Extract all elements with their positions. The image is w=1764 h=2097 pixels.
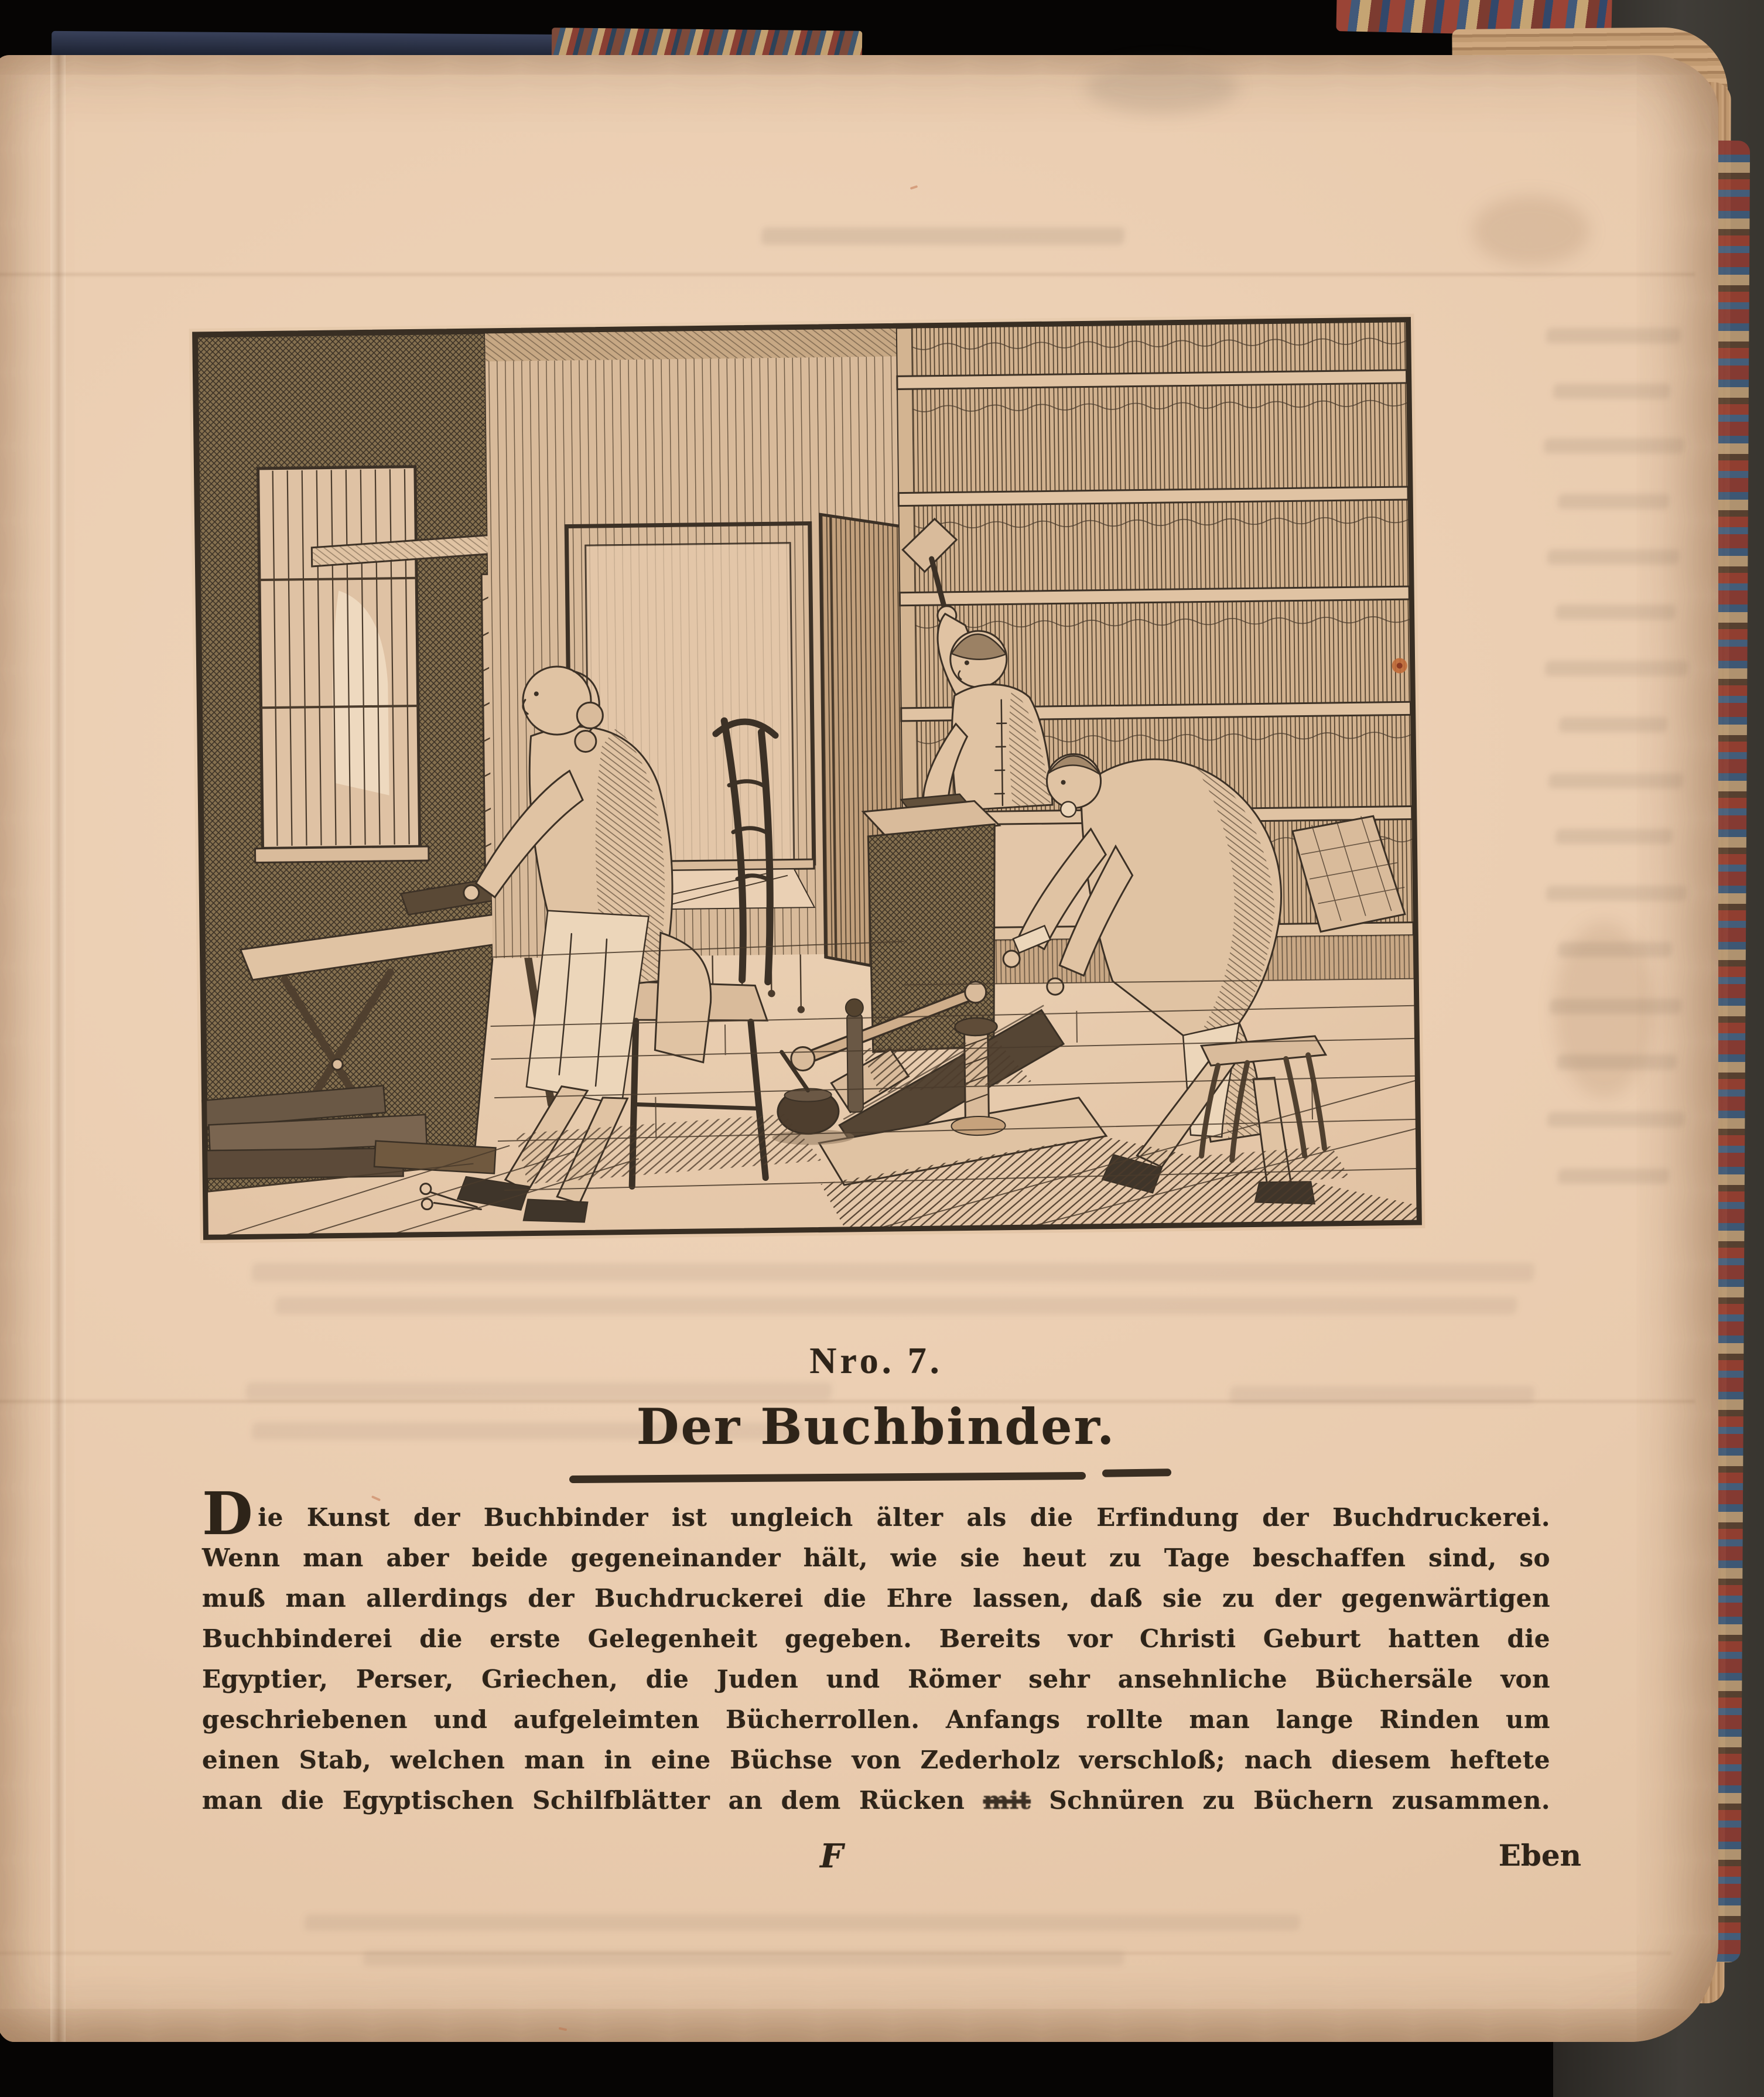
page-crease	[0, 273, 1695, 276]
drop-cap-initial: D	[202, 1479, 254, 1548]
signature-mark: F	[820, 1837, 843, 1876]
body-line: Egyptier, Perser, Griechen, die Juden und Römer sehr ansehnliche Büchersäle von	[202, 1665, 1550, 1693]
section-number-heading: Nro. 7.	[809, 1340, 943, 1381]
paper-stain	[1472, 196, 1589, 266]
catchword: Eben	[1498, 1838, 1581, 1873]
body-line: Wenn man aber beide gegeneinander hält, wie sie heut zu Tage beschaffen sind, so	[202, 1543, 1550, 1572]
body-line: Die Kunst der Buchbinder ist ungleich älter als die Erfindung der Buchdruckerei.	[202, 1479, 1550, 1548]
page-title: Der Buchbinder.	[636, 1398, 1116, 1456]
paper-fiber	[559, 2027, 568, 2031]
struck-word: mit	[983, 1786, 1031, 1815]
body-line: Buchbinderei die erste Gelegenheit gegeben. Bereits vor Christi Geburt hatten die	[202, 1624, 1550, 1653]
paper-stain	[1086, 61, 1238, 114]
bookbinder-engraving-illustration	[189, 312, 1425, 1244]
body-line: muß man allerdings der Buchdruckerei die Ehre lassen, daß sie zu der gegenwärtigen	[202, 1584, 1550, 1613]
page-fold-crease	[50, 55, 66, 2042]
body-line: geschriebenen und aufgeleimten Bücherrollen. Anfangs rollte man lange Rinden um	[202, 1705, 1550, 1734]
paper-fiber	[910, 185, 918, 190]
body-line: einen Stab, welchen man in eine Büchse von Zederholz verschloß; nach diesem heftete	[202, 1746, 1550, 1774]
body-line-last: man die Egyptischen Schilfblätter an dem Rücken mit Schnüren zu Büchern zusammen.	[202, 1786, 1550, 1815]
